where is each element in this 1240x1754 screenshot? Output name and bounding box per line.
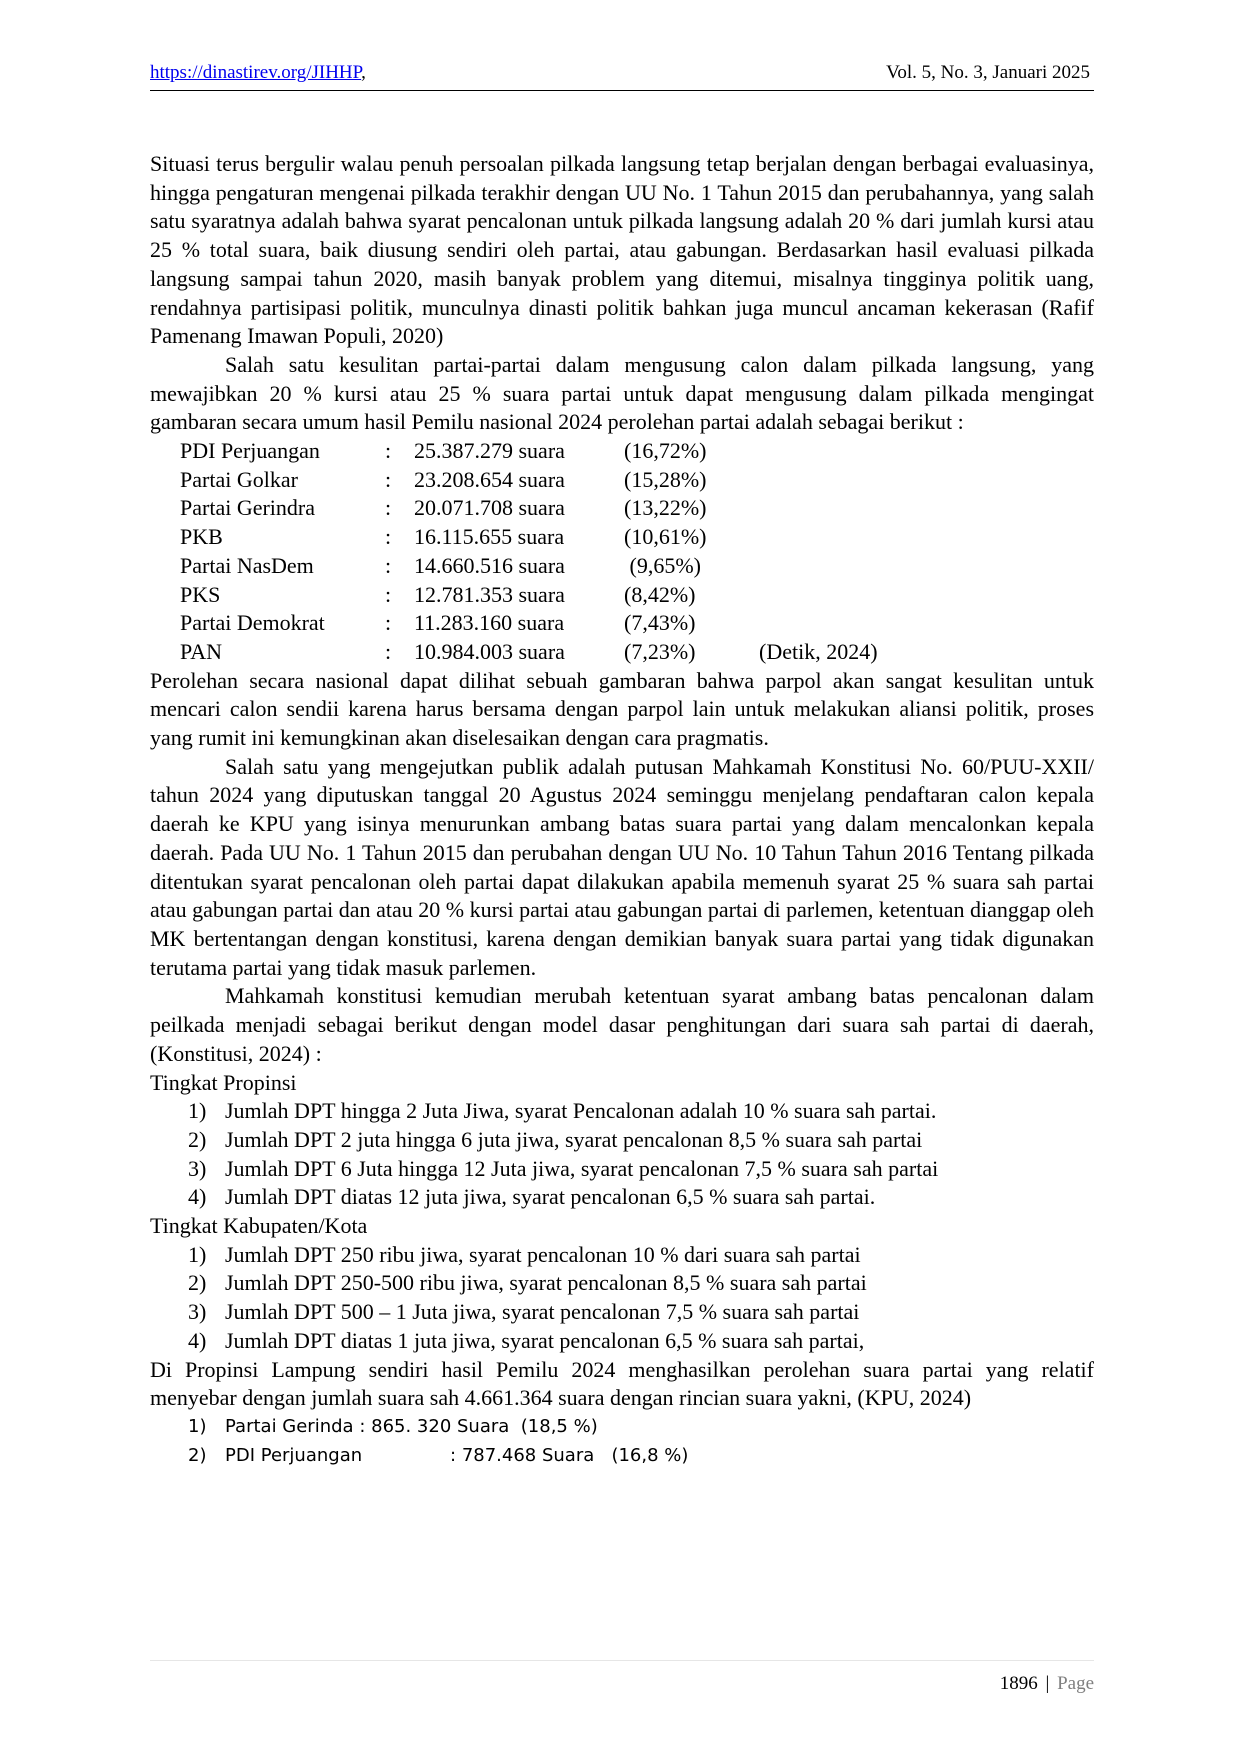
national-votes-table	[180, 437, 878, 667]
table-row	[180, 581, 878, 610]
colon: :	[385, 466, 392, 492]
page-number: 1896	[999, 1673, 1038, 1694]
table-row	[180, 466, 878, 495]
vote-count: 12.781.353 suara	[414, 581, 565, 607]
paragraph-3: Perolehan secara nasional dapat dilihat sebuah gambaran bahwa parpol akan sangat kesulitan untuk mencari calon sendii karena harus bersama dengan parpol lain untuk melakukan aliansi politik, proses yang rumit ini kemungkinan akan diselesaikan dengan cara pragmatis.	[150, 667, 1094, 751]
vote-percent: (8,42%)	[624, 581, 696, 607]
list-item: 4) Jumlah DPT diatas 12 juta jiwa, syarat pencalonan 6,5 % suara sah partai.	[188, 1184, 876, 1210]
propinsi-list	[150, 1097, 1094, 1212]
page-label: Page	[1057, 1673, 1094, 1694]
vote-percent: (7,23%)	[624, 638, 696, 664]
list-item: 1) Jumlah DPT 250 ribu jiwa, syarat pencalonan 10 % dari suara sah partai	[188, 1241, 861, 1267]
list-item: 2) Jumlah DPT 250-500 ribu jiwa, syarat pencalonan 8,5 % suara sah partai	[188, 1270, 867, 1296]
vote-percent: (9,65%)	[624, 552, 701, 578]
table-source-citation: (Detik, 2024)	[759, 638, 878, 664]
journal-url-link[interactable]: https://dinastirev.org/JIHHP,	[150, 62, 366, 83]
colon: :	[385, 581, 392, 607]
paragraph-5: Mahkamah konstitusi kemudian merubah ketentuan syarat ambang batas pencalonan dalam peilkada menjadi sebagai berikut dengan model dasar penghitungan dari suara sah partai di daerah, (Konstitusi, 2024) :	[150, 983, 1094, 1066]
kabupaten-heading: Tingkat Kabupaten/Kota	[150, 1213, 368, 1239]
list-item: 1) Jumlah DPT hingga 2 Juta Jiwa, syarat Pencalonan adalah 10 % suara sah partai.	[188, 1098, 937, 1124]
vote-percent: (15,28%)	[624, 466, 707, 492]
list-item: 2) Jumlah DPT 2 juta hingga 6 juta jiwa, syarat pencalonan 8,5 % suara sah partai	[188, 1126, 923, 1152]
vote-percent: (13,22%)	[624, 495, 707, 521]
party-name: Partai Demokrat	[180, 610, 325, 636]
vote-count: 14.660.516 suara	[414, 552, 565, 578]
vote-count: 10.984.003 suara	[414, 638, 565, 664]
page-header	[150, 60, 1094, 91]
table-row	[180, 609, 878, 638]
vote-count: 865. 320 Suara	[371, 1415, 510, 1437]
lampung-votes-list	[150, 1413, 1094, 1470]
vote-count: 16.115.655 suara	[414, 524, 565, 550]
vote-percent: (18,5 %)	[520, 1415, 598, 1437]
table-row	[180, 523, 878, 552]
colon: :	[385, 438, 392, 464]
article-body	[150, 150, 1094, 1470]
colon: :	[385, 638, 392, 664]
vote-percent: (10,61%)	[624, 524, 707, 550]
paragraph-1: Situasi terus bergulir walau penuh persoalan pilkada langsung tetap berjalan dengan berbagai evaluasinya, hingga pengaturan mengenai pilkada terakhir dengan UU No. 1 Tahun 2015 dan perubahannya, yang salah satu syaratnya adalah bahwa syarat pencalonan untuk pilkada langsung adalah 20 % dari jumlah kursi atau 25 % total suara, baik diusung sendiri oleh partai, atau gabungan. Berdasarkan hasil evaluasi pilkada langsung sampai tahun 2020, masih banyak problem yang ditemui, misalnya tingginya politik uang, rendahnya partisipasi politik, munculnya dinasti politik bahkan juga muncul ancaman kekerasan (Rafif Pamenang Imawan Populi, 2020)	[150, 151, 1094, 349]
colon: :	[385, 610, 392, 636]
list-item: 3) Jumlah DPT 500 – 1 Juta jiwa, syarat pencalonan 7,5 % suara sah partai	[188, 1299, 860, 1325]
footer-separator: |	[1045, 1673, 1050, 1694]
list-item: 3) Jumlah DPT 6 Juta hingga 12 Juta jiwa, syarat pencalonan 7,5 % suara sah partai	[188, 1155, 939, 1181]
vote-percent: (16,8 %)	[611, 1444, 689, 1466]
paragraph-2: Salah satu kesulitan partai-partai dalam mengusung calon dalam pilkada langsung, yang mewajibkan 20 % kursi atau 25 % suara partai untuk dapat mengusung dalam pilkada mengingat gambaran secara umum hasil Pemilu nasional 2024 perolehan partai adalah sebagai berikut :	[150, 351, 1094, 435]
party-name: PKS	[180, 581, 221, 607]
party-name: PAN	[180, 638, 222, 664]
paragraph-4: Salah satu yang mengejutkan publik adalah putusan Mahkamah Konstitusi No. 60/PUU-XXII/ tahun 2024 yang diputuskan tanggal 20 Agustus 2024 seminggu menjelang pendaftaran calon kepala daerah ke KPU yang isinya menurunkan ambang batas suara partai yang dalam mencalonkan kepala daerah. Pada UU No. 1 Tahun 2015 dan perubahan dengan UU No. 10 Tahun Tahun 2016 Tentang pilkada ditentukan syarat pencalonan oleh partai dapat dilakukan apabila memenuh syarat 25 % suara sah partai atau gabungan partai dan atau 20 % kursi partai atau gabungan partai di parlemen, ketentuan dianggap oleh MK bertentangan dengan konstitusi, karena dengan demikian banyak suara partai yang tidak digunakan terutama partai yang tidak masuk parlemen.	[150, 753, 1094, 980]
kabupaten-list	[150, 1241, 1094, 1356]
vote-count: 787.468 Suara	[461, 1444, 595, 1466]
list-item: 4) Jumlah DPT diatas 1 juta jiwa, syarat pencalonan 6,5 % suara sah partai,	[188, 1327, 865, 1353]
volume-info: Vol. 5, No. 3, Januari 2025	[886, 62, 1090, 83]
vote-percent: (7,43%)	[624, 610, 696, 636]
colon: :	[385, 524, 392, 550]
vote-count: 25.387.279 suara	[414, 438, 565, 464]
table-row	[180, 638, 878, 667]
party-name: Partai Gerinda	[225, 1415, 354, 1437]
party-name: Partai Gerindra	[180, 495, 315, 521]
party-name: PKB	[180, 524, 223, 550]
table-row	[180, 552, 878, 581]
vote-count: 11.283.160 suara	[414, 610, 565, 636]
page-footer	[150, 1660, 1094, 1695]
colon: :	[385, 495, 392, 521]
propinsi-heading: Tingkat Propinsi	[150, 1069, 297, 1095]
paragraph-6: Di Propinsi Lampung sendiri hasil Pemilu 2024 menghasilkan perolehan suara partai yang relatif menyebar dengan jumlah suara sah 4.661.364 suara dengan rincian suara yakni, (KPU, 2024)	[150, 1356, 1094, 1411]
table-row	[180, 494, 878, 523]
vote-count: 20.071.708 suara	[414, 495, 565, 521]
table-row	[180, 437, 878, 466]
party-name: Partai NasDem	[180, 552, 314, 578]
vote-percent: (16,72%)	[624, 438, 707, 464]
party-name: Partai Golkar	[180, 466, 298, 492]
list-item: 2) PDI Perjuangan : 787.468 Suara (16,8 %)	[150, 1442, 1094, 1471]
party-name: PDI Perjuangan	[225, 1444, 363, 1466]
party-name: PDI Perjuangan	[180, 438, 320, 464]
vote-count: 23.208.654 suara	[414, 466, 565, 492]
colon: :	[385, 552, 392, 578]
list-item: 1) Partai Gerinda : 865. 320 Suara (18,5 %)	[150, 1413, 1094, 1442]
